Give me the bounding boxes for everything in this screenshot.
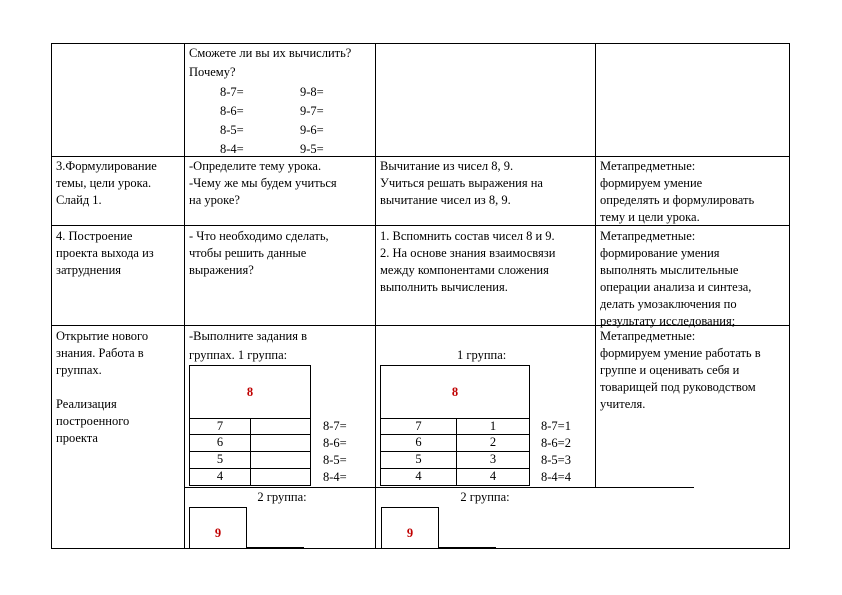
expr: 8-5=: [220, 123, 244, 137]
table-cell: [250, 434, 311, 452]
stage-title-line: 4. Построение: [56, 229, 133, 243]
teacher-text-line: выражения?: [189, 263, 254, 277]
number-house-base: [438, 547, 496, 548]
table-divider-2: [375, 43, 376, 549]
row-divider-1: [51, 156, 790, 157]
table-cell: 6: [380, 434, 457, 452]
student-text-line: 2. На основе знания взаимосвязи: [380, 246, 556, 260]
expr: 9-7=: [300, 104, 324, 118]
stage-title-line: Слайд 1.: [56, 193, 102, 207]
number-house-top: 9: [406, 526, 414, 540]
table-divider-3a: [595, 43, 596, 488]
outcome-text-line: товарищей под руководством: [600, 380, 756, 394]
expr: 8-5=3: [541, 453, 571, 467]
table-cell: 1: [456, 418, 530, 435]
table-cell: 6: [189, 434, 251, 452]
teacher-text-line: на уроке?: [189, 193, 240, 207]
table-border-right: [789, 43, 790, 549]
expr: 8-4=: [220, 142, 244, 156]
outcome-text-line: формируем умение работать в: [600, 346, 761, 360]
outcome-text-line: Метапредметные:: [600, 159, 696, 173]
stage-title-line: знания. Работа в: [56, 346, 144, 360]
table-cell: 4: [189, 468, 251, 486]
table-cell: 2: [456, 434, 530, 452]
expr: 8-6=2: [541, 436, 571, 450]
expr: 9-5=: [300, 142, 324, 156]
stage-title-line: затруднения: [56, 263, 122, 277]
expr: 8-7=: [220, 85, 244, 99]
student-text-line: Учиться решать выражения на: [380, 176, 543, 190]
question-line-1: Сможете ли вы их вычислить?: [189, 46, 352, 60]
outcome-text-line: выполнять мыслительные: [600, 263, 739, 277]
teacher-text-line: -Чему же мы будем учиться: [189, 176, 337, 190]
table-cell: 7: [189, 418, 251, 435]
expr: 9-8=: [300, 85, 324, 99]
table-cell: [250, 468, 311, 486]
student-text-line: вычитание чисел из 8, 9.: [380, 193, 511, 207]
outcome-text-line: формирование умения: [600, 246, 720, 260]
outcome-text-line: Метапредметные:: [600, 329, 696, 343]
outcome-text-line: формируем умение: [600, 176, 703, 190]
group-heading: 2 группа:: [460, 490, 510, 504]
number-house-top: 9: [214, 526, 222, 540]
outcome-text-line: учителя.: [600, 397, 646, 411]
stage-title-line: Реализация: [56, 397, 117, 411]
number-house-top: 8: [246, 385, 254, 399]
stage-title-line: Открытие нового: [56, 329, 149, 343]
outcome-text-line: делать умозаключения по: [600, 297, 737, 311]
table-divider-1: [184, 43, 185, 549]
stage-title-line: проекта: [56, 431, 98, 445]
teacher-text-line: группах. 1 группа:: [189, 348, 288, 362]
number-house-top: 8: [451, 385, 459, 399]
number-house-base: [246, 547, 304, 548]
stage-title-line: построенного: [56, 414, 130, 428]
expr: 8-7=1: [541, 419, 571, 433]
expr: 9-6=: [300, 123, 324, 137]
outcome-text-line: определять и формулировать: [600, 193, 755, 207]
student-text-line: между компонентами сложения: [380, 263, 549, 277]
table-border-left: [51, 43, 52, 549]
teacher-text-line: -Определите тему урока.: [189, 159, 322, 173]
table-border-top: [51, 43, 790, 44]
student-text-line: 1. Вспомнить состав чисел 8 и 9.: [380, 229, 555, 243]
outcome-text-line: тему и цели урока.: [600, 210, 700, 224]
expr: 8-7=: [323, 419, 347, 433]
row-divider-2: [51, 225, 790, 226]
table-cell: 7: [380, 418, 457, 435]
student-text-line: Вычитание из чисел 8, 9.: [380, 159, 514, 173]
group-heading: 1 группа:: [457, 348, 507, 362]
stage-title-line: группах.: [56, 363, 102, 377]
group-heading: 2 группа:: [257, 490, 307, 504]
outcome-text-line: результату исследования;: [600, 314, 736, 328]
teacher-text-line: - Что необходимо сделать,: [189, 229, 329, 243]
outcome-text-line: Метапредметные:: [600, 229, 696, 243]
table-cell: 4: [456, 468, 530, 486]
expr: 8-6=: [323, 436, 347, 450]
table-cell: [250, 451, 311, 469]
teacher-text-line: чтобы решить данные: [189, 246, 307, 260]
expr: 8-6=: [220, 104, 244, 118]
expr: 8-4=4: [541, 470, 571, 484]
question-line-2: Почему?: [189, 65, 236, 79]
table-cell: 3: [456, 451, 530, 469]
stage-title-line: проекта выхода из: [56, 246, 154, 260]
stage-title-line: 3.Формулирование: [56, 159, 157, 173]
expr: 8-5=: [323, 453, 347, 467]
table-cell: 5: [189, 451, 251, 469]
row-divider-4: [184, 487, 694, 488]
expr: 8-4=: [323, 470, 347, 484]
table-cell: 5: [380, 451, 457, 469]
table-cell: 4: [380, 468, 457, 486]
teacher-text-line: -Выполните задания в: [189, 329, 307, 343]
outcome-text-line: операции анализа и синтеза,: [600, 280, 752, 294]
outcome-text-line: группе и оценивать себя и: [600, 363, 740, 377]
stage-title-line: темы, цели урока.: [56, 176, 152, 190]
table-cell: [250, 418, 311, 435]
student-text-line: выполнить вычисления.: [380, 280, 508, 294]
